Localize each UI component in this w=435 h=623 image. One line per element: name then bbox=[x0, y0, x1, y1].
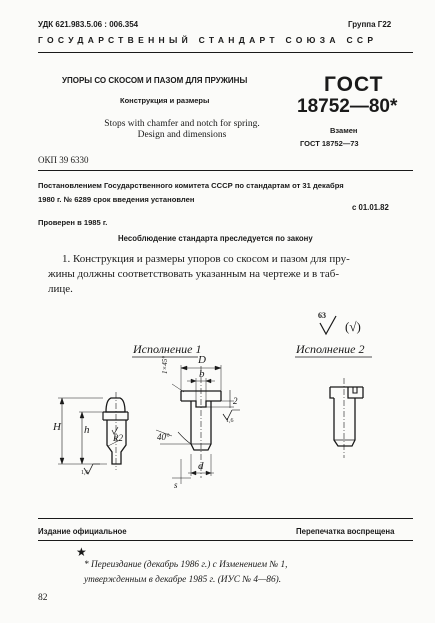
udk-code: УДК 621.983.5.06 : 006.354 bbox=[38, 20, 139, 29]
replaces-label: Взамен bbox=[330, 126, 358, 135]
dim-R2-label: R2 bbox=[113, 433, 123, 443]
decree-line1: Постановлением Государственного комитета СССР по стандартам от 31 декабря bbox=[38, 181, 344, 190]
page-subtitle: Конструкция и размеры bbox=[120, 96, 210, 105]
official-edition: Издание официальное bbox=[38, 527, 127, 536]
roughness-small-left: 1,6 bbox=[81, 470, 89, 476]
para1-line2: жины должны соответствовать указанным на чертеже и в таб- bbox=[48, 268, 340, 280]
gost-label: ГОСТ bbox=[324, 73, 384, 96]
dim-H-label: H bbox=[53, 421, 61, 433]
variant1-label: Исполнение 1 bbox=[133, 342, 202, 356]
checked-year: Проверен в 1985 г. bbox=[38, 218, 108, 227]
dim-angle-label: 40° bbox=[157, 432, 170, 442]
page-title: УПОРЫ СО СКОСОМ И ПАЗОМ ДЛЯ ПРУЖИНЫ bbox=[62, 76, 248, 85]
dim-b-label: b bbox=[199, 368, 205, 380]
footer-rule bbox=[38, 518, 413, 519]
replaces-standard: ГОСТ 18752—73 bbox=[300, 139, 359, 148]
para1-line3: лице. bbox=[48, 283, 73, 295]
star-icon: ★ bbox=[76, 545, 87, 559]
para1-line1: 1. Конструкция и размеры упоров со скосом и пазом для пру- bbox=[62, 253, 350, 265]
english-title-line2: Design and dimensions bbox=[137, 130, 227, 140]
page-number: 82 bbox=[38, 593, 48, 603]
dim-h-label: h bbox=[84, 424, 90, 436]
decree-date: с 01.01.82 bbox=[352, 203, 389, 212]
roughness-small-right: 1,6 bbox=[226, 418, 234, 424]
english-title-line1: Stops with chamfer and notch for spring. bbox=[104, 119, 260, 129]
dim-s-label: s bbox=[174, 480, 178, 490]
decree-line2: 1980 г. № 6289 срок введения установлен bbox=[38, 195, 195, 204]
okp-code: ОКП 39 6330 bbox=[38, 155, 89, 165]
reissue-note-line1: * Переиздание (декабрь 1986 г.) с Изменением № 1, bbox=[84, 560, 288, 570]
reissue-note-line2: утвержденным в декабре 1985 г. (ИУС № 4—86). bbox=[84, 575, 282, 585]
dim-d-label: d bbox=[198, 460, 204, 472]
roughness-value: 63 bbox=[318, 311, 326, 320]
dim-2-label: 2 bbox=[233, 396, 238, 406]
dim-chamfer-label: 1×45° bbox=[161, 355, 169, 374]
reprint-prohibited: Перепечатка воспрещена bbox=[296, 527, 395, 536]
group-code: Группа Г22 bbox=[348, 20, 392, 29]
violation-notice: Несоблюдение стандарта преследуется по закону bbox=[118, 234, 313, 243]
roughness-paren: (√) bbox=[345, 319, 361, 334]
dim-D-label: D bbox=[198, 354, 206, 366]
front-view-variant2 bbox=[330, 378, 363, 458]
footer-rule-2 bbox=[38, 540, 413, 541]
standard-body: ГОСУДАРСТВЕННЫЙ СТАНДАРТ СОЮЗА ССР bbox=[38, 35, 378, 45]
gost-number: 18752—80* bbox=[297, 96, 398, 117]
variant2-label: Исполнение 2 bbox=[296, 342, 365, 356]
